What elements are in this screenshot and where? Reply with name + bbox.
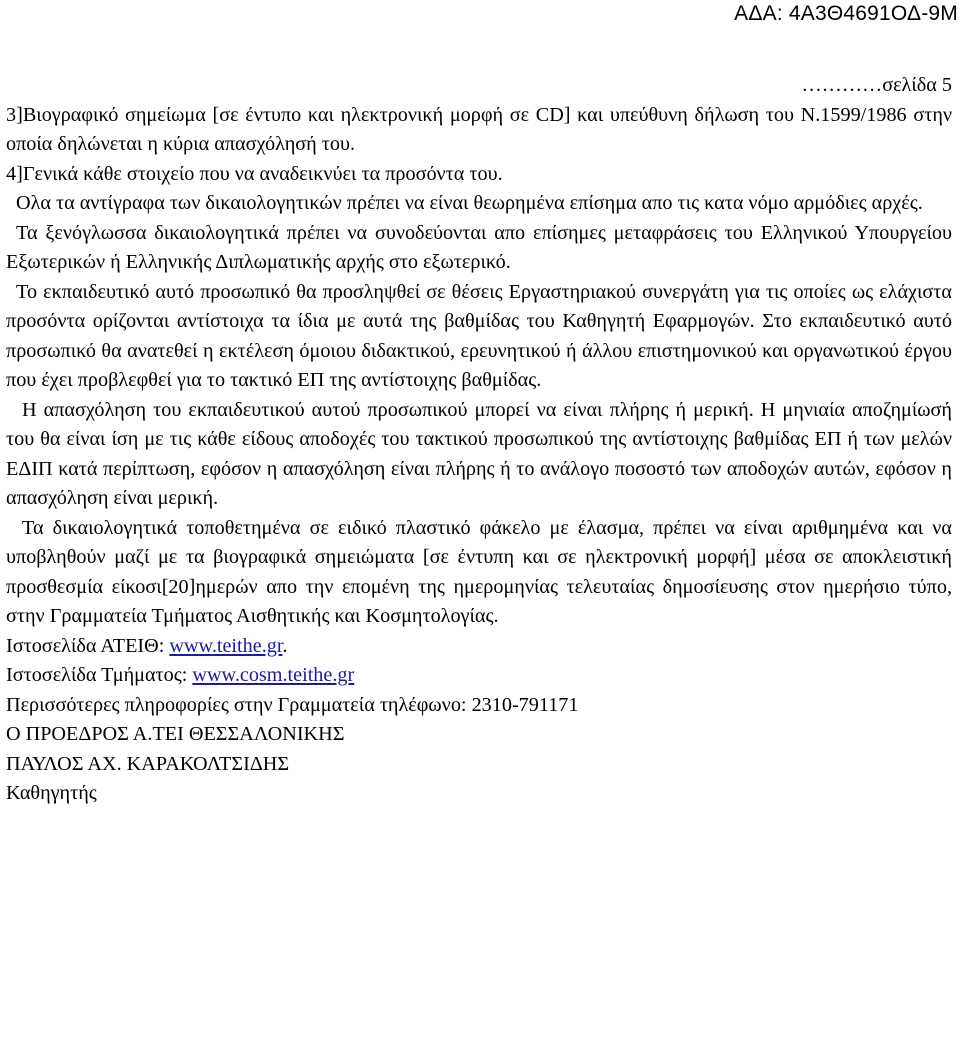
website-dept-label: Ιστοσελίδα Τμήματος: [6, 664, 193, 686]
paragraph-general: 4]Γενικά κάθε στοιχείο που να αναδεικνύει τα προσόντα του. [6, 162, 503, 185]
paragraph-translations: Τα ξενόγλωσσα δικαιολογητικά πρέπει να συνοδεύονται απο επίσημες μεταφράσεις του Ελληνικού Υπουργείου Εξωτερικών ή Ελληνικής Διπλωματικής αρχής στο εξωτερικό. [6, 221, 952, 273]
paragraph-cv: 3]Βιογραφικό σημείωμα [σε έντυπο και ηλεκτρονική μορφή σε CD] και υπεύθυνη δήλωση του Ν.1599/1986 στην οποία δηλώνεται η κύρια απασχόλησή του. [6, 103, 952, 155]
contact-info: Περισσότερες πληροφορίες στην Γραμματεία τηλέφωνο: 2310-791171 [6, 693, 579, 716]
signature-role: Ο ΠΡΟΕΔΡΟΣ Α.ΤΕΙ ΘΕΣΣΑΛΟΝΙΚΗΣ [6, 723, 345, 745]
paragraph-staff: Το εκπαιδευτικό αυτό προσωπικό θα προσληψθεί σε θέσεις Εργαστηριακού συνεργάτη για τις οποίες ως ελάχιστα προσόντα ορίζονται αντίστοιχα τα ίδια με αυτά της βαθμίδας του Καθηγητή Εφαρμογών. Στο εκπαιδευτικό αυτό προσωπικό θα ανατεθεί η εκτέλεση όμοιου διδακτικού, ερευνητικού ή άλλου επιστημονικού και οργανωτικού έργου που έχει προβλεφθεί για το τακτικό ΕΠ της αντίστοιχης βαθμίδας. [6, 280, 952, 391]
document-page [6, 71, 952, 809]
website-ateith-suffix: . [282, 634, 288, 657]
website-dept [6, 661, 952, 691]
signature-title: Καθηγητής [6, 782, 97, 804]
website-ateith-label: Ιστοσελίδα ΑΤΕΙΘ: [6, 634, 170, 657]
paragraph-employment: Η απασχόληση του εκπαιδευτικού αυτού προσωπικού μπορεί να είναι πλήρης ή μερική. Η μηνιαία αποζημίωσή του θα είναι ίση με τις κάθε είδους αποδοχές του τακτικού προσωπικού της αντίστοιχης βαθμίδας ΕΠ ή των μελών ΕΔΙΠ κατά περίπτωση, εφόσον η απασχόληση είναι πλήρης ή το ανάλογο ποσοστό των αποδοχών αυτών, εφόσον η απασχόληση είναι μερική. [6, 398, 952, 509]
ada-code: ΑΔΑ: 4Α3Θ4691ΟΔ-9Μ [734, 2, 958, 25]
website-ateith [6, 632, 952, 662]
website-dept-link[interactable]: www.cosm.teithe.gr [192, 664, 355, 686]
page-reference: …………σελίδα 5 [801, 74, 952, 96]
paragraph-submission: Τα δικαιολογητικά τοποθετημένα σε ειδικό πλαστικό φάκελο με έλασμα, πρέπει να είναι αριθμημένα και να υποβληθούν μαζί με τα βιογραφικά σημειώματα [σε έντυπη και σε ηλεκτρονική μορφή] μέσα σε αποκλειστική προσθεσμία είκοσι[20]ημερών απο την επομένη της ημερομηνίας τελευταίας δημοσίευσης στον ημερήσιο τύπο, στην Γραμματεία Τμήματος Αισθητικής και Κοσμητολογίας. [6, 516, 952, 627]
signature-name: ΠΑΥΛΟΣ ΑΧ. ΚΑΡΑΚΟΛΤΣΙΔΗΣ [6, 752, 290, 775]
website-ateith-link[interactable]: www.teithe.gr [169, 634, 283, 657]
paragraph-copies: Ολα τα αντίγραφα των δικαιολογητικών πρέπει να είναι θεωρημένα επίσημα απο τις κατα νόμο αρμόδιες αρχές. [16, 192, 923, 214]
